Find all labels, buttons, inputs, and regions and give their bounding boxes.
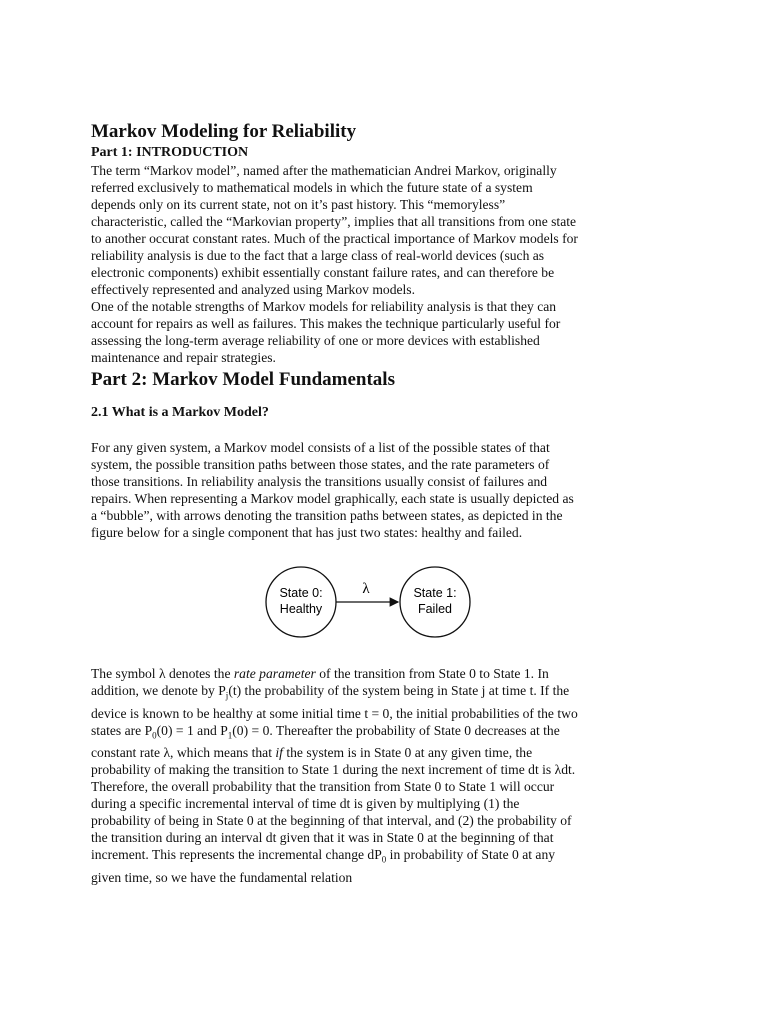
section-line: a “bubble”, with arrows denoting the transition paths between states, as depicted in the xyxy=(91,508,563,523)
state0-label-line2: Healthy xyxy=(279,602,323,616)
body-line: the transition during an interval dt given that it was in State 0 at the beginning of that xyxy=(91,830,554,846)
intro-line: referred exclusively to mathematical models in which the future state of a system xyxy=(91,180,533,195)
intro-paragraphs xyxy=(91,162,691,366)
body-line: states are $P_0(0) = 1$ and $P_1(0) = 0$. Thereafter the probability of State 0 decreases at the xyxy=(91,722,560,741)
markov-state-diagram xyxy=(91,560,691,650)
body-line: device is known to be healthy at some initial time t = 0, the initial probabilities of the two xyxy=(91,705,578,721)
body-line: increment. This represents the incremental change $dP_0$ in probability of State 0 at any xyxy=(91,847,556,866)
rate-parameter-paragraph xyxy=(91,665,721,886)
body-line: addition, we denote by $P_j(t)$ the probability of the system being in State j at time t. If the xyxy=(91,683,570,701)
document-page xyxy=(91,120,691,886)
document-title: Markov Modeling for Reliability xyxy=(91,121,357,142)
emphasis-text: if xyxy=(275,745,283,761)
part1-heading: Part 1: INTRODUCTION xyxy=(91,145,249,160)
intro-line: depends only on its current state, not on it’s past history. This “memoryless” xyxy=(91,197,506,212)
section-line: repairs. When representing a Markov model graphically, each state is usually depicted as xyxy=(91,491,574,506)
intro-line: effectively represented and analyzed using Markov models. xyxy=(91,282,415,297)
body-line: probability of making the transition to State 1 during the next increment of time dt is λdt. xyxy=(91,762,576,778)
intro-line: assessing the long-term average reliability of one or more devices with established xyxy=(91,333,540,348)
body-line: The symbol λ denotes the rate parameter of the transition from State 0 to State 1. In xyxy=(91,666,549,681)
section-2-1-paragraph xyxy=(91,439,691,541)
intro-line: electronic components) exhibit essentially constant failure rates, and can therefore be xyxy=(91,265,555,280)
intro-line: to another occurat constant rates. Much of the practical importance of Markov models for xyxy=(91,231,578,246)
intro-line: reliability analysis is due to the fact that a large class of real-world devices (such as xyxy=(91,248,545,263)
transition-rate-label: λ xyxy=(362,581,370,597)
emphasis-text: rate parameter xyxy=(233,666,316,681)
intro-line: account for repairs as well as failures. This makes the technique particularly useful for xyxy=(91,316,561,331)
section-2-1-heading: 2.1 What is a Markov Model? xyxy=(91,405,269,420)
section-line: figure below for a single component that has just two states: healthy and failed. xyxy=(91,525,523,540)
part2-heading: Part 2: Markov Model Fundamentals xyxy=(91,369,395,390)
intro-line: The term “Markov model”, named after the mathematician Andrei Markov, originally xyxy=(91,163,557,178)
intro-line: maintenance and repair strategies. xyxy=(91,350,276,365)
intro-line: characteristic, called the “Markovian property”, implies that all transitions from one state xyxy=(91,214,577,229)
section-line: system, the possible transition paths between those states, and the rate parameters of xyxy=(91,457,550,472)
intro-line: One of the notable strengths of Markov models for reliability analysis is that they can xyxy=(91,299,557,314)
state0-label-line1: State 0: xyxy=(279,586,323,600)
body-line: during a specific incremental interval of time dt is given by multiplying (1) the xyxy=(91,796,520,812)
body-line: Therefore, the overall probability that the transition from State 0 to State 1 will occur xyxy=(91,779,555,795)
body-line: probability of being in State 0 at the beginning of that interval, and (2) the probability of xyxy=(91,813,572,829)
section-line: For any given system, a Markov model consists of a list of the possible states of that xyxy=(91,440,550,455)
state1-label-line1: State 1: xyxy=(413,586,457,600)
body-line: given time, so we have the fundamental relation xyxy=(91,870,353,886)
section-line: those transitions. In reliability analysis the transitions usually consist of failures and xyxy=(91,474,548,489)
state-diagram-svg xyxy=(263,560,563,650)
state1-label-line2: Failed xyxy=(417,602,453,616)
body-line: constant rate λ, which means that if the system is in State 0 at any given time, the xyxy=(91,745,533,761)
